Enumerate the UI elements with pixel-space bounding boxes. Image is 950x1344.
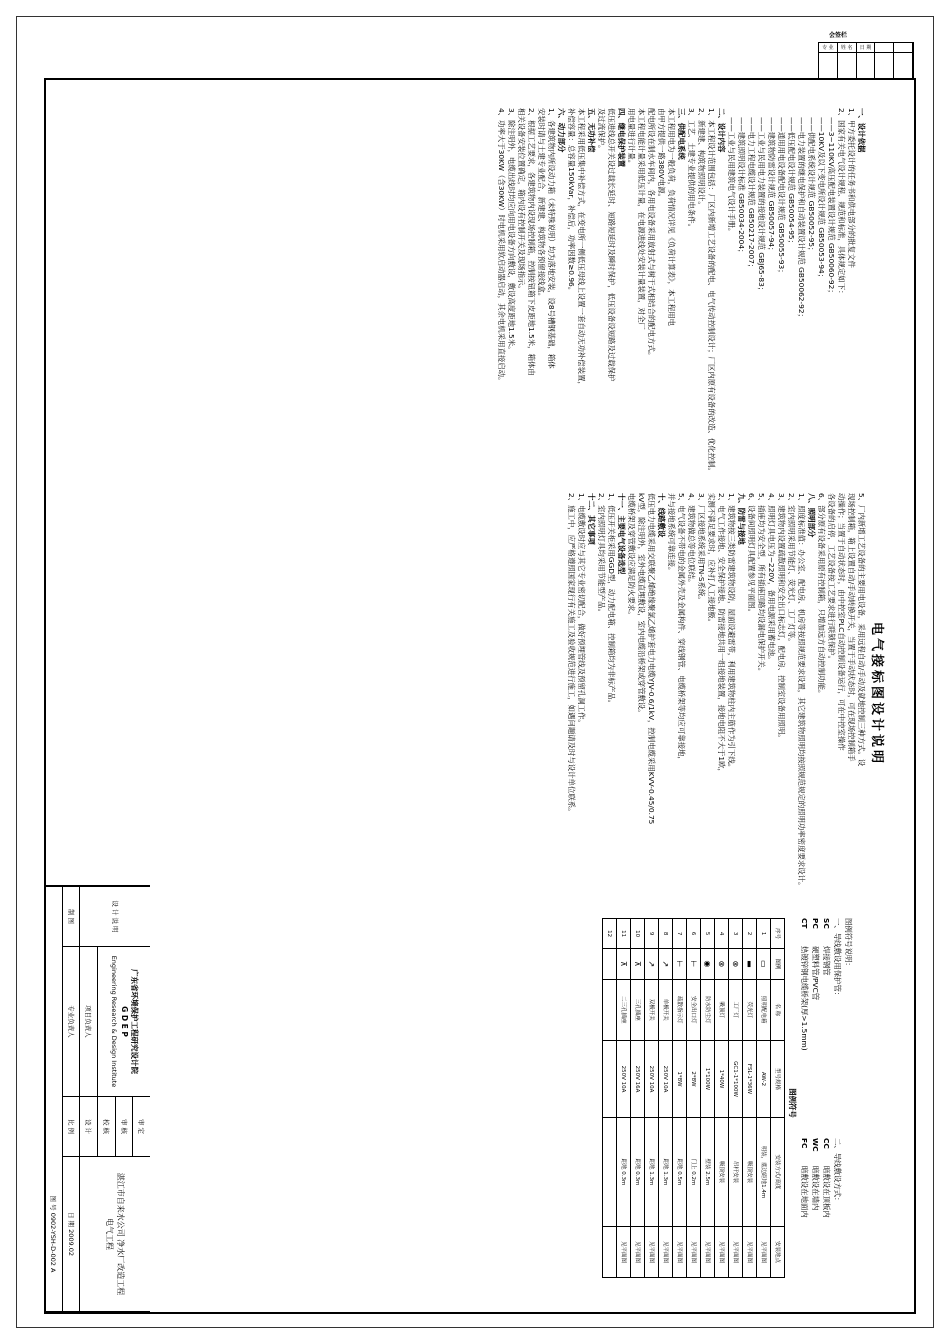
note-line: ——3~110KV高压配电装置设计规范 GB50060-92； <box>827 117 836 297</box>
legend-abbrev <box>810 918 821 1108</box>
institute-cn: 广东省环境保护工程研究设计院 <box>130 969 140 1074</box>
legend-cell-model: 250V 10A <box>645 1040 659 1117</box>
note-line: ——10KV及以下变电所设计规范 GB50053-94； <box>817 117 826 282</box>
note-line: 电缆桥架及穿管敷设应满足防火要求。 <box>627 493 636 619</box>
legend-cell-name <box>603 979 617 1040</box>
legend-column <box>602 918 854 1288</box>
legend-cell-name: 双极开关 <box>645 979 659 1040</box>
legend-cell-name: 疏散指示灯 <box>673 979 687 1040</box>
note-line: ——建筑物防雷设计规范 GB50057-94； <box>767 117 776 255</box>
note-line: ——低压配电设计规范 GB50054-95； <box>787 117 796 248</box>
abbrev-code: PC <box>811 918 820 929</box>
note-line: 1、低压开关柜采用GGD型，动力配电箱、控制箱均为非标产品。 <box>607 493 616 708</box>
note-line: ——建筑照明设计标准 GB50034-2004； <box>737 117 746 257</box>
legend-cell-mount: 距地 0.3m <box>631 1118 645 1227</box>
legend-cell-sym: ⊗ <box>729 949 743 979</box>
abbrev-code: SC <box>822 918 831 929</box>
legend-cell-mount: 距地 1.3m <box>645 1118 659 1227</box>
legend-header: 图例 <box>771 949 785 979</box>
rotated-sheet <box>50 88 906 1300</box>
legend-cell-sym: ▭ <box>757 949 771 979</box>
page-title: 电气接标图设计说明 <box>869 621 884 766</box>
note-line: 补偿容量：总容量150kVar，补偿后，功率因数≥0.96。 <box>567 108 576 295</box>
note-line: 本工程用电为一般负荷，负荷情况详见《负荷计算表》，本工程用电 <box>667 108 676 327</box>
legend-cell-place: 见平面图 <box>715 1226 729 1277</box>
abbrev-desc: 硬塑料管/PVC管 <box>811 946 820 1001</box>
legend-abbrev <box>799 1138 810 1288</box>
legend-cell-sym: ↗ <box>645 949 659 979</box>
date-label: 日 期 <box>66 1211 75 1228</box>
note-line: 1、甲方委托设计的任务书和供电部分的批复文件 <box>847 108 856 268</box>
note-line: 各设备的启停，工艺设备按工艺要求进行联锁保护。 <box>827 493 836 663</box>
legend-cell-place: 见平面图 <box>757 1226 771 1277</box>
legend-cell-place: 见平面图 <box>743 1226 757 1277</box>
table-row <box>715 919 729 1278</box>
note-line: ——通用用电设备配电设计规范 GB50055-93； <box>777 117 786 277</box>
title-block <box>44 885 150 1312</box>
note-line: 低压进线总开关设过载长延时、短路短延时及瞬时保护，低压设备设短路及过载保护 <box>607 108 616 382</box>
note-line: ——工业与民用建筑电气设计手册。 <box>727 117 736 236</box>
legend-cell-sym <box>603 949 617 979</box>
legend-cell-mount: 距地 0.5m <box>673 1118 687 1227</box>
legend-cell-place <box>603 1226 617 1277</box>
tb-label: 比 例 <box>62 1097 80 1157</box>
note-line: kV型，除注明外，室外电缆直埋敷设，室内电缆沿桥架或穿管敷设。 <box>637 493 646 717</box>
table-row <box>617 919 631 1278</box>
note-line: 6、部分原有设备采用原有控制箱，只增加远方自动控制功能。 <box>817 493 826 698</box>
discipline: 电气工程 <box>105 1218 115 1250</box>
note-line: 实测不满足要求时，应补打人工接地极。 <box>707 493 716 627</box>
legend-cell-no: 11 <box>617 919 631 949</box>
legend-cell-model: 250V 16A <box>631 1040 645 1117</box>
note-line: 十二、其它事项 <box>587 493 596 545</box>
drawing-no: 0902-YSH-D-002 <box>49 1212 58 1266</box>
note-line: 四、继电保护装置 <box>617 108 626 168</box>
legend-note-head: 图例符号说明： <box>844 918 853 970</box>
table-row <box>743 919 757 1278</box>
legend-cell-sym: ⊢ <box>673 949 687 979</box>
legend-abbrev <box>810 1138 821 1288</box>
note-line: 现场控制箱，箱上设置自动/手动转换开关，当置于手动状态时，可在现场控制箱手 <box>847 493 856 762</box>
legend-cell-place: 见平面图 <box>631 1226 645 1277</box>
note-line: 六、动力部分 <box>557 108 566 153</box>
note-line: 三、供配电系统 <box>677 108 686 160</box>
note-line: 1、照度标准值：办公室、配电房、机房等按照规范要求设置，其它建筑物照明均按照规范规定的照明功率密度要求设计。 <box>797 493 806 890</box>
legend-cell-model: 1*100W <box>701 1040 715 1117</box>
legend-table-title: 图例符号 <box>788 1088 797 1118</box>
legend-header: 安装地点 <box>771 1226 785 1277</box>
legend-cell-sym: ↗ <box>659 949 673 979</box>
legend-cell-place: 见平面图 <box>701 1226 715 1277</box>
legend-cell-place: 见平面图 <box>659 1226 673 1277</box>
legend-cell-mount: 明装，底边距地1.4m <box>757 1118 771 1227</box>
note-line: 6、设备间照明灯具配置参见平面图。 <box>747 493 756 616</box>
legend-cell-mount <box>603 1118 617 1227</box>
legend-header: 序号 <box>771 919 785 949</box>
tb-label: 制 图 <box>62 887 80 947</box>
legend-cell-sym: ▬ <box>743 949 757 979</box>
legend-cell-mount: 吸顶安装 <box>715 1118 729 1227</box>
note-line: 4、功率大于30KW（含30KW）时电机采用软启动器启动，其余电机采用直接启动。 <box>497 108 506 385</box>
note-line: 1、各建筑物内所设动力箱（未特殊说明）均为落地安装，设8号槽钢基础，箱体 <box>547 108 556 369</box>
note-line: 低压电力电缆采用交联聚乙烯绝缘聚氯乙烯护套电力电缆YJV-0.6/1kV，控制电缆采用KVV-0.45/0.75 <box>647 493 656 825</box>
legend-cell-name: 照明配电箱 <box>757 979 771 1040</box>
note-line: 五、无功补偿 <box>587 108 596 153</box>
abbrev-desc: 暗敷设在地面内 <box>800 1166 809 1218</box>
note-line: ——电力装置的继电保护和自动装置设计规范 GB50062-92； <box>797 117 806 321</box>
abbrev-desc: 暗敷设在墙内 <box>811 1166 820 1211</box>
note-line: 八、照明部分 <box>807 493 816 538</box>
legend-cell-name: 工厂灯 <box>729 979 743 1040</box>
legend-cell-no: 1 <box>757 919 771 949</box>
table-row <box>603 919 617 1278</box>
signature-col: 专 业 <box>819 43 838 53</box>
note-line: 1、电缆敷设时应与其它专业密切配合，做好预埋管线及预留孔洞工作。 <box>577 493 586 727</box>
legend-cell-model: AW-2 <box>757 1040 771 1117</box>
note-line: 动操作；当置于自动状态时，由中控室PLC自动控制设备运行，可在中控室操作 <box>837 493 846 751</box>
tb-label: 审 核 <box>115 1097 133 1157</box>
note-line: 1、本工程设计范围包括：厂区内新增工艺设备的配电、电气传动控制设计；厂区内原有设备的改造、优化控制。 <box>707 108 716 475</box>
signature-col <box>894 43 913 53</box>
note-line: ——电力工程电缆设计规范 GB50217-2007； <box>747 117 756 272</box>
legend-abbrev <box>821 1138 832 1288</box>
legend-cell-name: 吸顶灯 <box>715 979 729 1040</box>
legend-cell-no: 2 <box>743 919 757 949</box>
legend-cell-no: 6 <box>687 919 701 949</box>
legend-cell-place: 见平面图 <box>645 1226 659 1277</box>
legend-cell-no: 8 <box>659 919 673 949</box>
legend-cell-place: 见平面图 <box>687 1226 701 1277</box>
signature-col: 日 期 <box>857 43 876 53</box>
note-line: ——工业与民用电力装置的接地设计规范 GBJ65-83； <box>757 117 766 295</box>
drawing-no-label: 图 号 <box>48 1195 57 1211</box>
legend-cell-mount: 距地 0.3m <box>617 1118 631 1227</box>
note-line: 2、国家有关电气设计规程、规范和标准，具体规定如下： <box>837 108 846 298</box>
drawing-title: 设 计 说 明 <box>79 887 150 947</box>
institute-en: Engineering Research & Design Institute <box>110 955 119 1088</box>
signature-caption: 会签栏 <box>828 32 847 39</box>
note-line: 2、室内照明采用节能灯、荧光灯、工厂灯等。 <box>787 493 796 646</box>
tb-label: 项目负责人 <box>79 947 97 1097</box>
note-line: 1、建筑物按三类防雷建筑物设防，屋面设避雷带，利用建筑物柱内主筋作为引下线。 <box>727 493 736 772</box>
note-line: 4、建筑物做总等电位联结。 <box>687 493 696 587</box>
tb-label: 设 计 <box>79 1097 97 1157</box>
note-line: 本工程采用低压集中补偿方式，在变电所一侧低压母线上设置一套自动无功补偿装置， <box>577 108 586 389</box>
legend-cell-sym: ⊗ <box>715 949 729 979</box>
table-row <box>659 919 673 1278</box>
note-line: 2、施工中，应严格遵照国家现行有关施工及验收规范进行施工，如遇问题请及时与设计单位联系。 <box>567 493 576 816</box>
abbrev-code: FC <box>800 1138 809 1149</box>
legend-cell-place: 见平面图 <box>617 1226 631 1277</box>
note-line: 2、室内照明灯具均采用节能型产品。 <box>597 493 606 616</box>
note-line: 4、照明灯具电压为~220V，备用电源采用蓄电池。 <box>767 493 776 664</box>
table-row <box>631 919 645 1278</box>
project-info <box>79 1157 150 1312</box>
signature-col <box>875 43 894 53</box>
note-line: 由甲方提供一路380V电源。 <box>657 108 666 202</box>
legend-cell-model: GC1-1*100W <box>729 1040 743 1117</box>
legend-cell-sym: ⊼ <box>617 949 631 979</box>
institute <box>97 947 150 1097</box>
note-line: 用电量进行计量。 <box>627 108 636 168</box>
legend-header: 安装方式/高度 <box>771 1118 785 1227</box>
abbrev-desc: 暗敷设在顶板内 <box>822 1166 831 1218</box>
legend-cell-mount: 吸顶安装 <box>743 1118 757 1227</box>
legend-cell-model: 1*8W <box>673 1040 687 1117</box>
legend-right-head: 二、导线敷设方式： <box>833 1138 842 1205</box>
note-line: 安装时请与土建专业配合，新建建、构筑物各预留接线盒。 <box>537 108 546 301</box>
abbrev-code: CT <box>800 918 809 929</box>
legend-cell-place: 见平面图 <box>673 1226 687 1277</box>
legend-cell-name: 荧光灯 <box>743 979 757 1040</box>
tb-drawing-no <box>44 1157 62 1312</box>
note-line: ——供配电系统设计规范 GB50052-95； <box>807 117 816 255</box>
legend-cell-model: 1*40W <box>715 1040 729 1117</box>
legend-cell-no: 3 <box>729 919 743 949</box>
note-line: 3、厂区接地系统采用TN-S系统。 <box>697 493 706 604</box>
notes-column-2 <box>566 493 866 893</box>
legend-cell-no: 5 <box>701 919 715 949</box>
legend-left-head: 一、导线敷设用保护管： <box>833 918 842 1000</box>
note-line: 一、设计依据 <box>857 108 866 153</box>
legend-cell-model: FSL-1*36W <box>743 1040 757 1117</box>
note-line: 及过流保护。 <box>597 108 606 153</box>
legend-cell-name: 防水防尘灯 <box>701 979 715 1040</box>
note-line: 5、厂内新增工艺设备的主要用电设备，采用远程自动/手动及就地控制三种方式。设 <box>857 493 866 767</box>
note-line: 2、根据工艺要求，各建筑物内设现场控制箱，控制按钮箱下皮距地1.5米，箱体由 <box>527 108 536 376</box>
legend-cell-place: 见平面图 <box>729 1226 743 1277</box>
legend-cell-mount: 吊杆安装 <box>729 1118 743 1227</box>
signature-table <box>818 30 912 78</box>
tb-date <box>62 1157 80 1312</box>
institute-short: G D E P <box>120 1006 130 1037</box>
abbrev-code: WC <box>811 1138 820 1152</box>
date-value: 2009.02 <box>67 1229 76 1257</box>
version: A <box>49 1267 58 1273</box>
note-line: 3、除注明外，电缆出线时均应向用电设备方向敷设，敷设高度距地1.5米。 <box>507 108 516 354</box>
note-line: 配电所设在制水车间内，各用电设备采用放射式与树干式相结合的配电方式。 <box>647 108 656 360</box>
legend-cell-no: 12 <box>603 919 617 949</box>
table-row <box>673 919 687 1278</box>
legend-cell-mount: 距地 1.3m <box>659 1118 673 1227</box>
note-line: 本工程电能计量采用低压计量，在电源进线处安装计量装置，对全厂 <box>637 108 646 330</box>
legend-header: 名 称 <box>771 979 785 1040</box>
legend-cell-no: 7 <box>673 919 687 949</box>
legend-cell-name: 单极开关 <box>659 979 673 1040</box>
legend-header: 型号规格 <box>771 1040 785 1117</box>
note-line: 5、电气设备不带电的金属外壳及金属构件、穿线钢管、电缆桥架等均应可靠接地， <box>677 493 686 764</box>
table-row <box>757 919 771 1278</box>
legend-cell-model <box>603 1040 617 1117</box>
note-line: 5、插座均为安全型，所有插座回路均设漏电保护开关。 <box>757 493 766 676</box>
legend-cell-model: 2*8W <box>687 1040 701 1117</box>
note-line: 十一、主要电气设备选型 <box>617 493 626 575</box>
note-line: 二、设计内容 <box>717 108 726 153</box>
table-row <box>729 919 743 1278</box>
legend-cell-name: 安全出口灯 <box>687 979 701 1040</box>
note-line: 相关设备安装位置确定，箱内设有控制开关及现场指示。 <box>517 108 526 293</box>
tb-label: 审 定 <box>132 1097 150 1157</box>
tb-label: 专业负责人 <box>62 947 80 1097</box>
signature-col: 姓 名 <box>838 43 857 53</box>
legend-cell-name: 二三孔插座 <box>617 979 631 1040</box>
legend-cell-model: 250V 10A <box>659 1040 673 1117</box>
legend-cell-mount: 壁装 2.5m <box>701 1118 715 1227</box>
note-line: 3、建筑物内设置疏散照明和安全出口标志灯，配电房、控制室设备用照明。 <box>777 493 786 742</box>
legend-cell-name: 三孔插座 <box>631 979 645 1040</box>
note-line: 3、工艺、土建专业提供的用电条件。 <box>687 108 696 231</box>
legend-table <box>602 918 785 1278</box>
table-row <box>645 919 659 1278</box>
legend-cell-no: 10 <box>631 919 645 949</box>
note-line: 九、防雷与接地 <box>737 493 746 545</box>
abbrev-desc: 热镀锌钢电缆桥架(厚>1.5mm) <box>800 946 809 1051</box>
legend-cell-no: 4 <box>715 919 729 949</box>
note-line: 并与接地系统可靠连接。 <box>667 493 676 575</box>
table-row <box>687 919 701 1278</box>
tb-label: 校 核 <box>97 1097 115 1157</box>
legend-cell-no: 9 <box>645 919 659 949</box>
note-line: 2、新建建、构筑物照明设计。 <box>697 108 706 209</box>
legend-cell-model: 250V 10A <box>617 1040 631 1117</box>
table-row <box>701 919 715 1278</box>
legend-cell-sym: ⊼ <box>631 949 645 979</box>
notes-column-1 <box>496 108 866 488</box>
abbrev-desc: 焊接钢管 <box>822 946 831 976</box>
note-line: 2、电气工作接地、安全保护接地、防雷接地共用一组接地装置，接地电阻不大于1欧， <box>717 493 726 776</box>
legend-abbrev <box>821 918 832 1108</box>
project-name: 湛江市自来水公司 净水厂改造工程 <box>116 1172 126 1296</box>
legend-cell-sym: ◉ <box>701 949 715 979</box>
legend-cell-sym: ⊢ <box>687 949 701 979</box>
legend-cell-mount: 门上 0.2m <box>687 1118 701 1227</box>
abbrev-code: CC <box>822 1138 831 1149</box>
legend-abbrev <box>799 918 810 1108</box>
note-line: 十、线路敷设 <box>657 493 666 538</box>
